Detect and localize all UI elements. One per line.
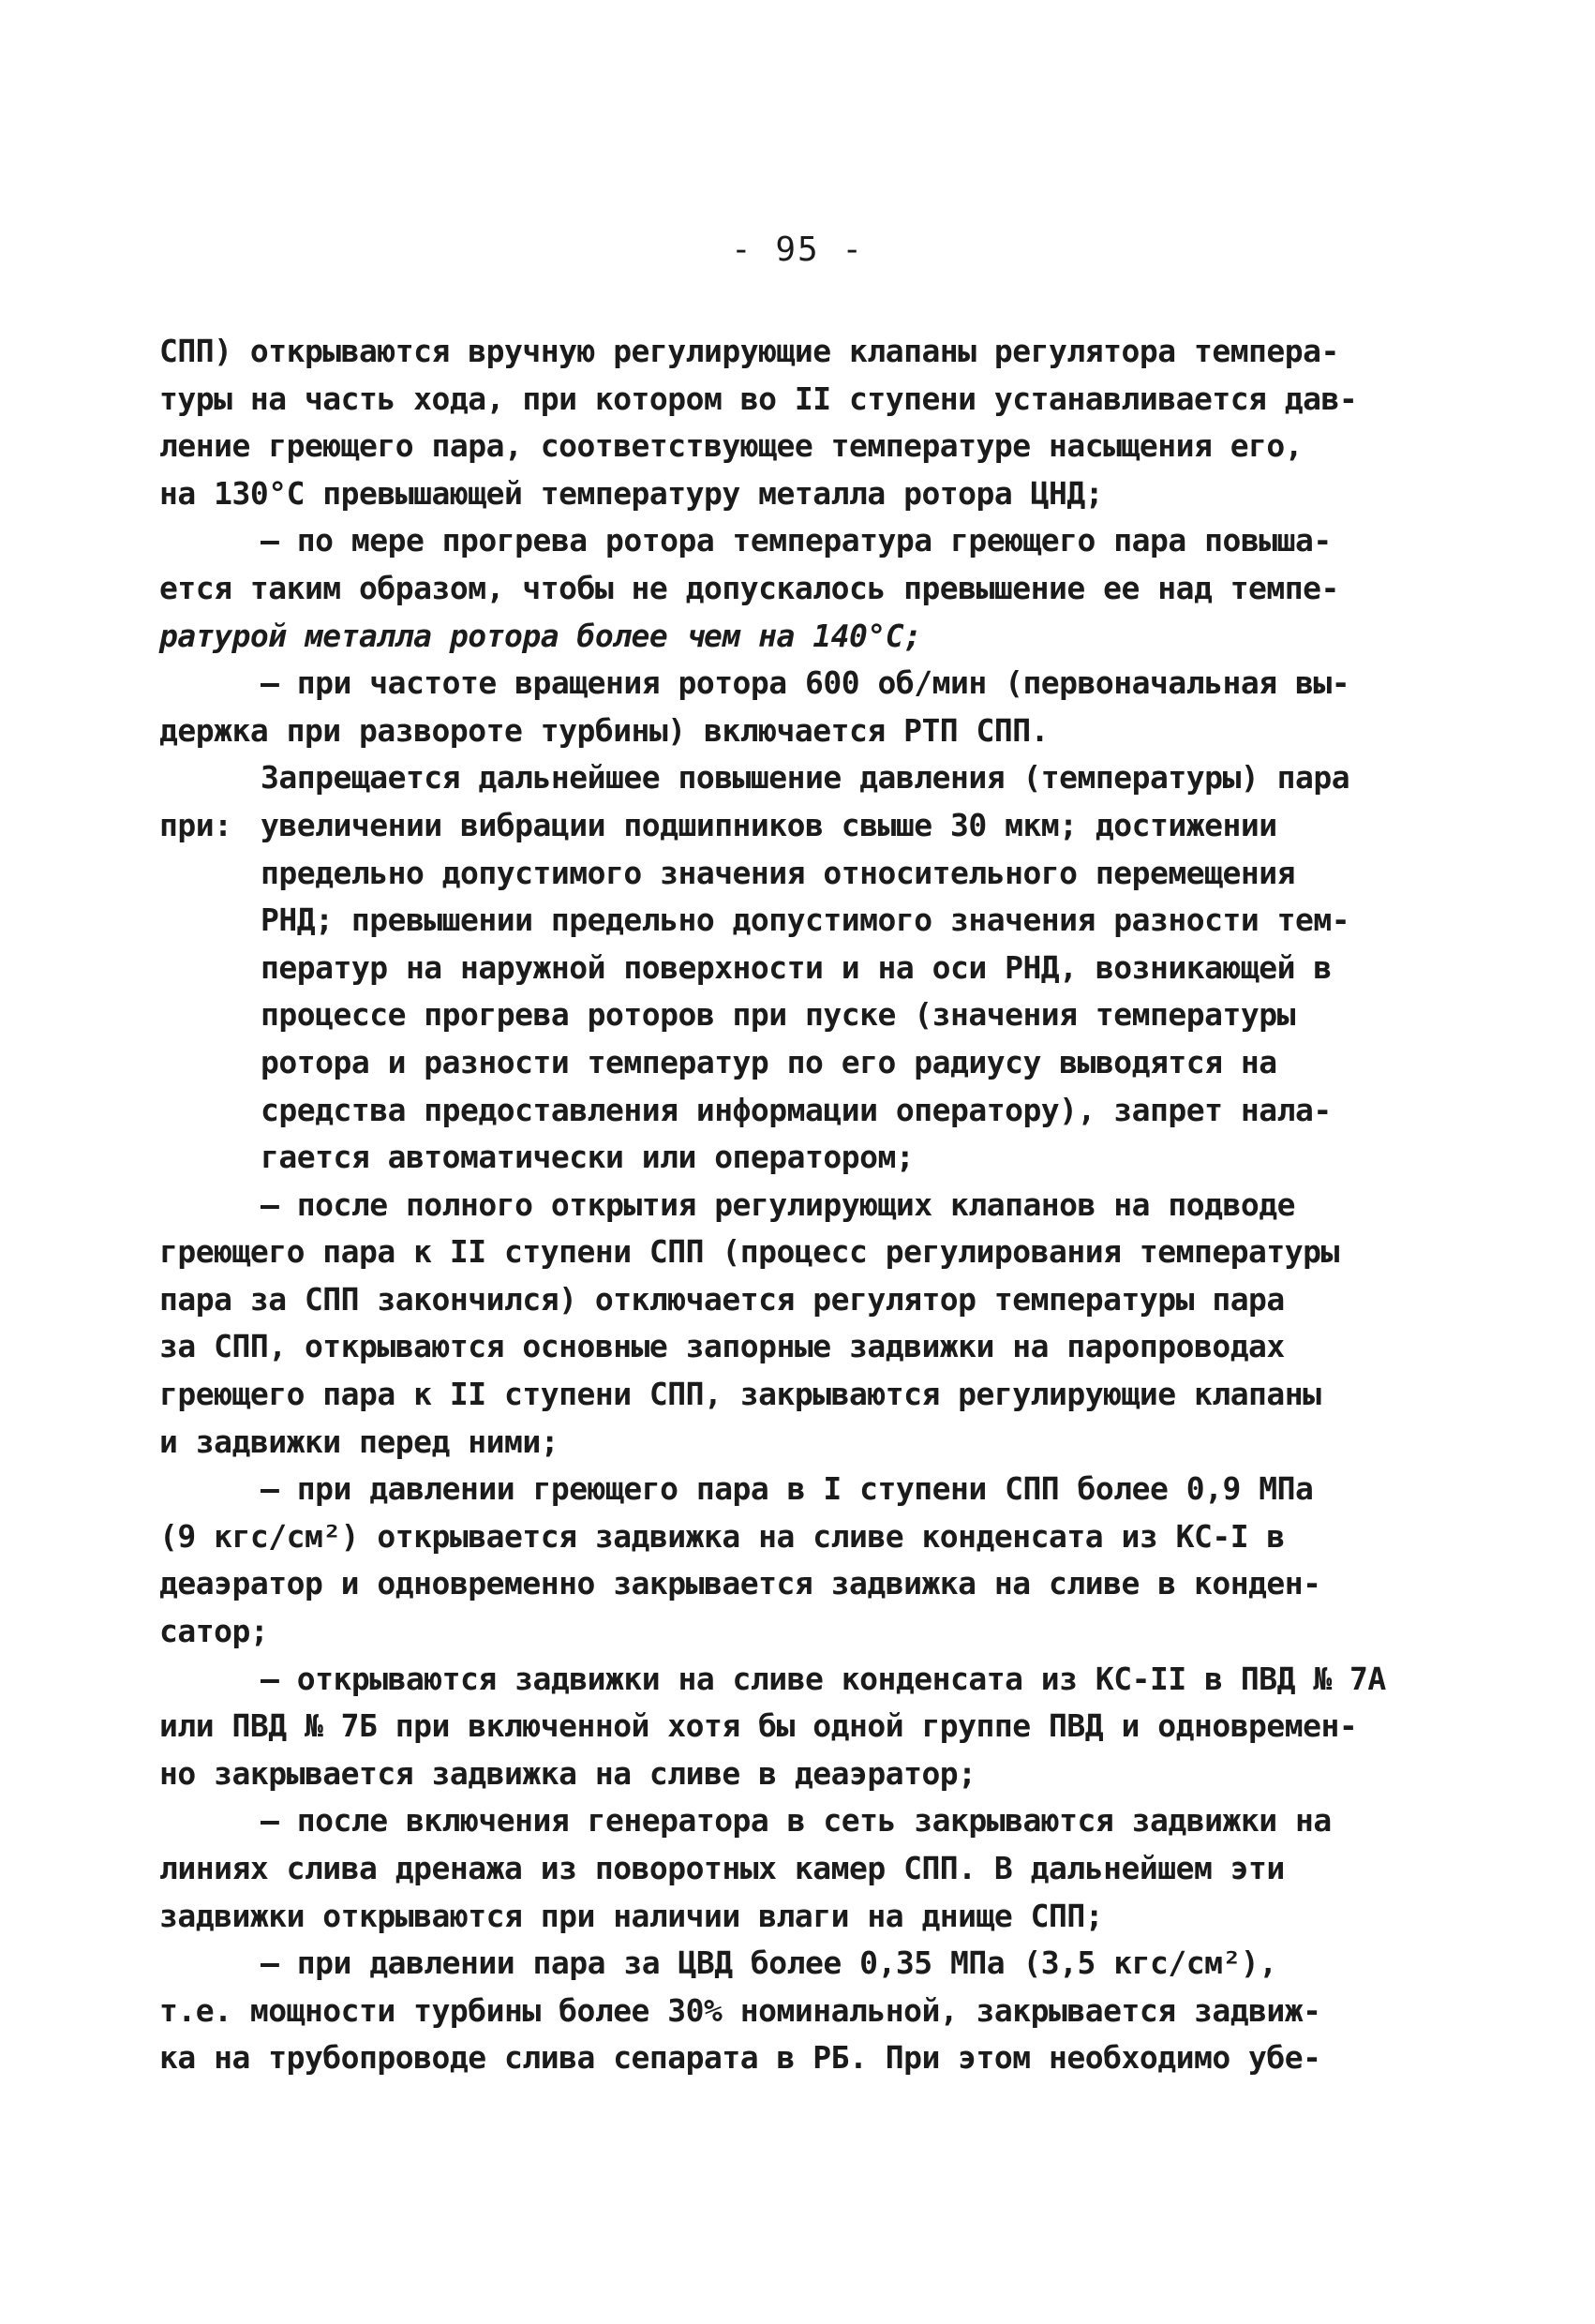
text-line-content: увеличении вибрации подшипников свыше 30 мкм; достижении <box>261 806 1277 843</box>
page-number: - 95 - <box>730 231 865 269</box>
text-line: – открываются задвижки на сливе конденсата из КС-II в ПВД № 7А <box>261 1660 1386 1697</box>
text-line: греющего пара к II ступени СПП, закрываются регулирующие клапаны <box>159 1376 1321 1413</box>
text-line: средства предоставления информации оператору), запрет нала- <box>261 1091 1332 1128</box>
text-line: задвижки открываются при наличии влаги на днище СПП; <box>159 1897 1104 1934</box>
text-line <box>159 802 1453 850</box>
text-line: СПП) открываются вручную регулирующие клапаны регулятора темпера- <box>159 333 1339 369</box>
text-line: держка при развороте турбины) включается РТП СПП. <box>159 711 1050 749</box>
text-line: ка на трубопроводе слива сепарата в РБ. При этом необходимо убе- <box>159 2039 1321 2077</box>
text-line: – при давлении пара за ЦВД более 0,35 МПа (3,5 кгс/см²), <box>261 1944 1277 1982</box>
text-line: за СПП, открываются основные запорные задвижки на паропроводах <box>159 1328 1285 1365</box>
text-line: – после включения генератора в сеть закрываются задвижки на <box>261 1802 1332 1840</box>
text-line: сатор; <box>159 1613 269 1650</box>
text-line: гается автоматически или оператором; <box>261 1139 915 1176</box>
text-line: – при давлении греющего пара в I ступени СПП более 0,9 МПа <box>261 1470 1314 1508</box>
text-line: – при частоте вращения ротора 600 об/мин (первоначальная вы- <box>261 664 1350 702</box>
text-line: ператур на наружной поверхности и на оси РНД, возникающей в <box>261 948 1332 986</box>
text-line: на 130°С превышающей температуру металла ротора ЦНД; <box>159 474 1104 512</box>
document-body <box>159 328 1453 2082</box>
text-line: т.е. мощности турбины более 30% номинальной, закрывается задвиж- <box>159 1991 1321 2029</box>
text-line: линиях слива дренажа из поворотных камер СПП. В дальнейшем эти <box>159 1850 1285 1886</box>
text-line: и задвижки перед ними; <box>159 1423 559 1460</box>
text-line: – после полного открытия регулирующих клапанов на подводе <box>261 1185 1295 1223</box>
text-line: ратурой металла ротора более чем на 140°С; <box>159 617 922 654</box>
text-line: (9 кгс/см²) открывается задвижка на сливе конденсата из КС-I в <box>159 1517 1285 1555</box>
text-line: ротора и разности температур по его радиусу выводятся на <box>261 1043 1277 1080</box>
conditions-label: при: <box>159 806 232 843</box>
text-line: туры на часть хода, при котором во II ступени устанавливается дав- <box>159 380 1358 417</box>
text-line: или ПВД № 7Б при включенной хотя бы одной группе ПВД и одновремен- <box>159 1707 1358 1745</box>
text-line: греющего пара к II ступени СПП (процесс регулирования температуры <box>159 1233 1339 1271</box>
text-line: ется таким образом, чтобы не допускалось превышение ее над темпе- <box>159 569 1339 606</box>
text-line: – по мере прогрева ротора температура греющего пара повыша- <box>261 522 1332 559</box>
text-line: ление греющего пара, соответствующее температуре насыщения его, <box>159 427 1304 465</box>
text-line: деаэратор и одновременно закрывается задвижка на сливе в конден- <box>159 1565 1321 1602</box>
text-line: РНД; превышении предельно допустимого значения разности тем- <box>261 901 1350 939</box>
text-line: пара за СПП закончился) отключается регулятор температуры пара <box>159 1280 1285 1318</box>
text-line: предельно допустимого значения относительного перемещения <box>261 854 1295 891</box>
text-line: Запрещается дальнейшее повышение давления (температуры) пара <box>261 759 1350 797</box>
text-line: но закрывается задвижка на сливе в деаэратор; <box>159 1754 976 1792</box>
text-line: процессе прогрева роторов при пуске (значения температуры <box>261 996 1295 1034</box>
